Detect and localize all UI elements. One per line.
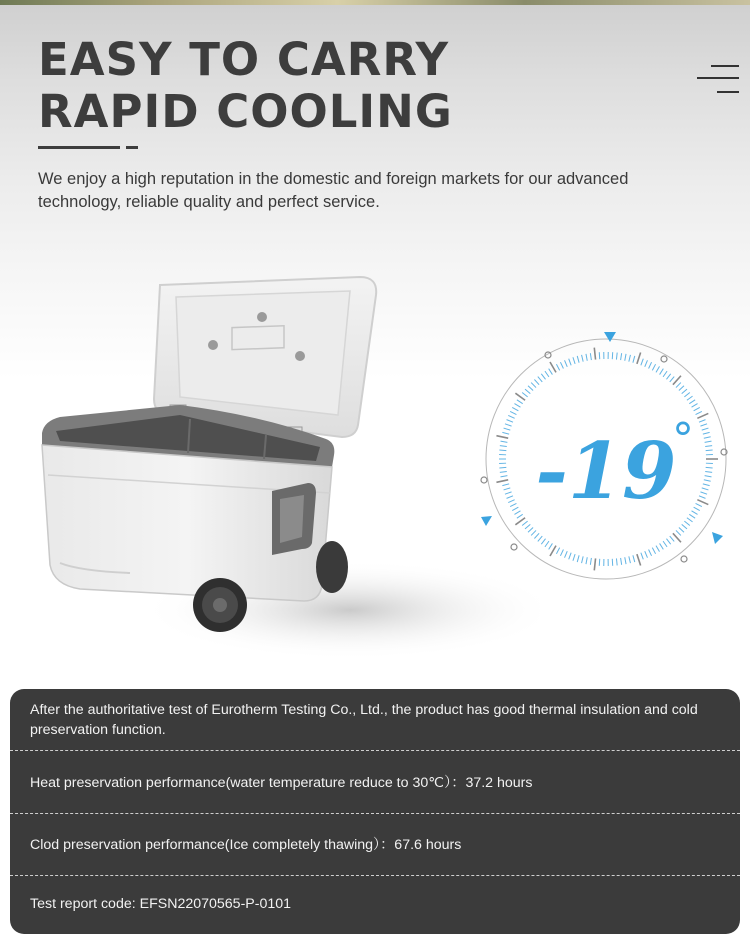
gauge-tick: [697, 413, 708, 418]
gauge-tick: [641, 553, 643, 560]
gauge-tick: [541, 374, 545, 380]
gauge-tick: [514, 404, 520, 408]
gauge-tick: [694, 407, 700, 410]
gauge-tick: [500, 476, 507, 477]
gauge-tick: [703, 432, 710, 434]
gauge-tick: [496, 480, 508, 482]
gauge-tick: [508, 415, 514, 418]
gauge-tick: [652, 364, 655, 370]
gauge-tick: [550, 362, 556, 372]
gauge-tick: [507, 496, 514, 499]
report-code-text: Test report code: EFSN22070565-P-0101: [30, 896, 292, 912]
gauge-tick: [534, 533, 539, 538]
gauge-tick: [512, 407, 518, 410]
gauge-tick: [577, 555, 579, 562]
gauge-tick: [505, 492, 512, 494]
gauge-tick: [687, 396, 693, 400]
gauge-tick: [649, 362, 652, 368]
gauge-tick: [696, 411, 702, 414]
headline-underline: [38, 146, 120, 149]
gauge-tick: [621, 558, 622, 565]
hamburger-menu-icon[interactable]: [697, 65, 739, 97]
gauge-tick: [586, 354, 587, 361]
gauge-tick: [514, 511, 520, 515]
gauge-tick: [700, 492, 707, 494]
gauge-tick: [616, 353, 617, 360]
gauge-tick: [545, 371, 549, 377]
gauge-tick: [499, 450, 506, 451]
info-row-heat: [10, 752, 740, 814]
gauge-tick: [629, 556, 631, 563]
gauge-tick: [663, 541, 667, 547]
gauge-tick: [694, 507, 700, 510]
gauge-tick: [508, 500, 514, 503]
degree-symbol: °: [672, 414, 694, 465]
gauge-tick: [573, 554, 575, 561]
gauge-tick: [512, 507, 518, 510]
gauge-tick: [573, 357, 575, 364]
gauge-tick: [594, 558, 595, 570]
gauge-tick: [637, 352, 641, 363]
gauge-tick: [616, 558, 617, 565]
gauge-tick: [652, 548, 655, 554]
gauge-tick: [660, 369, 664, 375]
gauge-tick: [684, 521, 689, 525]
description-text: We enjoy a high reputation in the domestic and foreign markets for our advanced technology, reliable quality and perfect service.: [38, 170, 629, 211]
gauge-tick: [565, 551, 568, 557]
headline-line-1: EASY TO CARRY: [38, 33, 450, 86]
dashed-divider: [10, 875, 740, 876]
gauge-tick: [684, 393, 689, 397]
gauge-tick: [556, 364, 559, 370]
gauge-tick: [702, 488, 709, 490]
gauge-tick: [699, 420, 706, 423]
gauge-tick: [676, 383, 681, 388]
gauge-tick: [641, 359, 643, 366]
gauge-tick: [590, 558, 591, 565]
intro-text: After the authoritative test of Eurotherm Testing Co., Ltd., the product has good thermal insulation and cold preservation function.: [30, 702, 698, 738]
gauge-tick: [549, 369, 553, 375]
gauge-tick: [510, 503, 516, 506]
gauge-tick: [621, 353, 622, 360]
top-photo-strip: [0, 0, 750, 5]
gauge-marker-top: [604, 332, 616, 342]
info-row-cold: [10, 815, 740, 876]
gauge-tick: [645, 360, 648, 366]
headline-line-2: RAPID COOLING: [38, 85, 453, 138]
gauge-marker-left: [481, 516, 492, 526]
gauge-tick: [560, 362, 563, 368]
temperature-value: -19: [535, 426, 677, 517]
gauge-tick: [504, 488, 511, 490]
gauge-tick: [577, 356, 579, 363]
gauge-tick: [507, 420, 514, 423]
gauge-tick: [679, 386, 684, 391]
gauge-tick: [696, 503, 702, 506]
gauge-tick: [679, 527, 684, 532]
gauge-tick: [706, 450, 713, 451]
dashed-divider: [10, 750, 740, 751]
gauge-tick: [625, 557, 626, 564]
gauge-tick: [496, 436, 508, 438]
gauge-tick: [649, 549, 652, 555]
gauge-tick: [531, 530, 536, 535]
gauge-tick: [705, 446, 712, 447]
gauge-tick: [666, 539, 670, 545]
gauge-tick: [560, 549, 563, 555]
gauge-tick: [692, 404, 698, 408]
gauge-tick: [586, 557, 587, 564]
gauge-tick: [705, 441, 712, 442]
gauge-tick: [689, 514, 695, 518]
gauge-tick: [676, 530, 681, 535]
gauge-tick: [670, 377, 674, 382]
gauge-tick: [499, 467, 506, 468]
gauge-tick: [660, 543, 664, 549]
info-row-report: [10, 877, 740, 934]
gauge-tick: [633, 356, 635, 363]
gauge-tick: [522, 521, 527, 525]
gauge-tick: [565, 360, 568, 366]
test-results-panel: [10, 689, 740, 934]
gauge-tick: [525, 389, 530, 394]
gauge-tick: [699, 496, 706, 499]
gauge-tick: [687, 518, 693, 522]
gauge-tick: [703, 484, 710, 486]
gauge-tick: [500, 441, 507, 442]
gauge-tick: [594, 348, 595, 360]
gauge-marker-right: [712, 532, 723, 544]
cooler-image: [20, 255, 540, 675]
temperature-gauge: [476, 326, 732, 586]
gauge-tick: [633, 555, 635, 562]
gauge-tick: [550, 546, 556, 556]
gauge-tick: [528, 386, 533, 391]
gauge-tick: [663, 371, 667, 377]
gauge-tick: [541, 539, 545, 545]
gauge-tick: [666, 374, 670, 380]
gauge-tick: [706, 467, 713, 468]
gauge-tick: [656, 366, 660, 372]
headline-underline-dot: [126, 146, 138, 149]
gauge-tick: [569, 553, 571, 560]
gauge-tick: [582, 355, 584, 362]
gauge-tick: [549, 543, 553, 549]
gauge-tick: [500, 446, 507, 447]
gauge-tick: [502, 484, 509, 486]
heat-preservation-text: Heat preservation performance(water temperature reduce to 30℃）：37.2 hours: [30, 775, 533, 791]
gauge-tick: [656, 546, 660, 552]
gauge-tick: [700, 424, 707, 426]
gauge-tick: [670, 536, 674, 541]
gauge-tick: [704, 480, 711, 481]
gauge-tick: [528, 527, 533, 532]
gauge-tick: [705, 472, 712, 473]
gauge-tick: [569, 359, 571, 366]
gauge-tick: [517, 400, 523, 404]
cold-preservation-text: Clod preservation performance(Ice completely thawing）：67.6 hours: [30, 837, 462, 853]
gauge-tick: [505, 424, 512, 426]
gauge-tick: [689, 400, 695, 404]
gauge-tick: [545, 541, 549, 547]
gauge-tick: [531, 383, 536, 388]
gauge-tick: [582, 556, 584, 563]
gauge-tick: [590, 353, 591, 360]
gauge-tick: [697, 500, 708, 505]
gauge-tick: [556, 548, 559, 554]
gauge-tick: [510, 411, 516, 414]
gauge-tick: [625, 354, 626, 361]
gauge-tick: [692, 511, 698, 515]
gauge-tick: [504, 428, 511, 430]
info-row-intro: [10, 689, 740, 750]
gauge-tick: [522, 393, 527, 397]
gauge-tick: [500, 472, 507, 473]
gauge-tick: [702, 428, 709, 430]
gauge-tick: [502, 432, 509, 434]
headline: [38, 34, 453, 138]
gauge-tick: [534, 379, 539, 384]
gauge-tick: [517, 514, 523, 518]
gauge-tick: [704, 437, 711, 438]
gauge-tick: [645, 551, 648, 557]
gauge-tick: [637, 554, 641, 565]
gauge-tick: [629, 355, 631, 362]
dashed-divider: [10, 813, 740, 814]
gauge-tick: [538, 536, 542, 541]
gauge-tick: [525, 524, 530, 529]
gauge-tick: [682, 389, 687, 394]
gauge-tick: [538, 377, 542, 382]
gauge-tick: [705, 476, 712, 477]
gauge-tick: [682, 524, 687, 529]
